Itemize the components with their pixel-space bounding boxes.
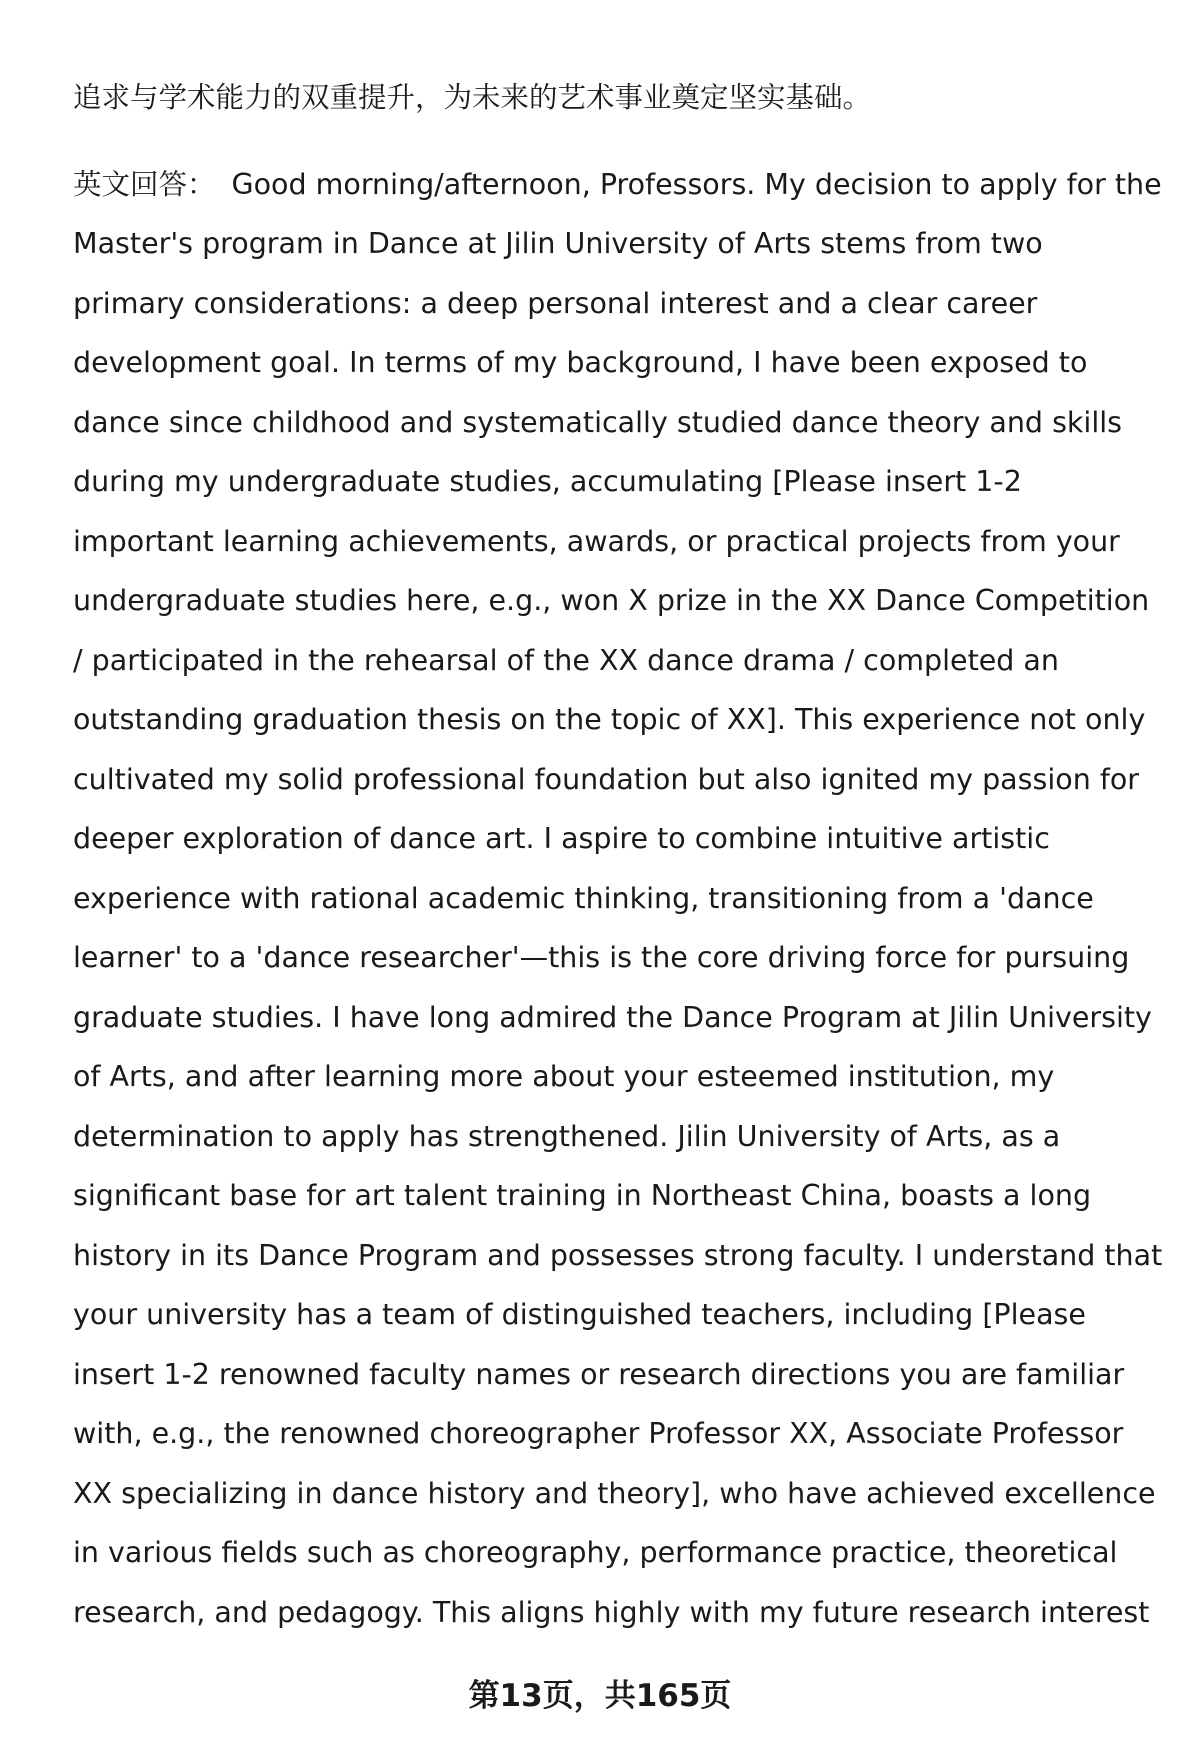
answer-text: Good morning/afternoon, Professors. My decision to apply for the Master's program in Dance at Jilin University of Arts stems from two primary considerations: a deep personal interest and a clear career development goal. In terms of my background, I have been exposed to dance since childhood and systematically studied dance theory and skills during my undergraduate studies, accumulating [Please insert 1-2 important learning achievements, awards, or practical projects from your undergraduate studies here, e.g., won X prize in the XX Dance Competition / participated in the rehearsal of the XX dance drama / completed an outstanding graduation thesis on the topic of XX]. This experience not only cultivated my solid professional foundation but also ignited my passion for deeper exploration of dance art. I aspire to combine intuitive artistic experience with rational academic thinking, transitioning from a 'dance learner' to a 'dance researcher'—this is the core driving force for pursuing graduate studies. I have long admired the Dance Program at Jilin University of Arts, and after learning more about your esteemed institution, my determination to apply has strengthened. Jilin University of Arts, as a significant base for art talent training in Northeast China, boasts a long history in its Dance Program and possesses strong faculty. I understand that your university has a team of distinguished teachers, including [Please insert 1-2 renowned faculty names or research directions you are familiar with, e.g., the renowned choreographer Professor XX, Associate Professor XX specializing in dance history and theory], who have achieved excellence in various fields such as choreography, performance practice, theoretical research, and pedagogy. This aligns highly with my future research interest (73, 167, 1163, 1629)
answer-paragraph (73, 155, 1163, 1643)
document-body (73, 68, 1163, 1642)
page-indicator: 第13页，共165页 (468, 1678, 732, 1714)
answer-label: 英文回答： (73, 167, 216, 201)
intro-line: 追求与学术能力的双重提升，为未来的艺术事业奠定坚实基础。 (73, 81, 872, 114)
